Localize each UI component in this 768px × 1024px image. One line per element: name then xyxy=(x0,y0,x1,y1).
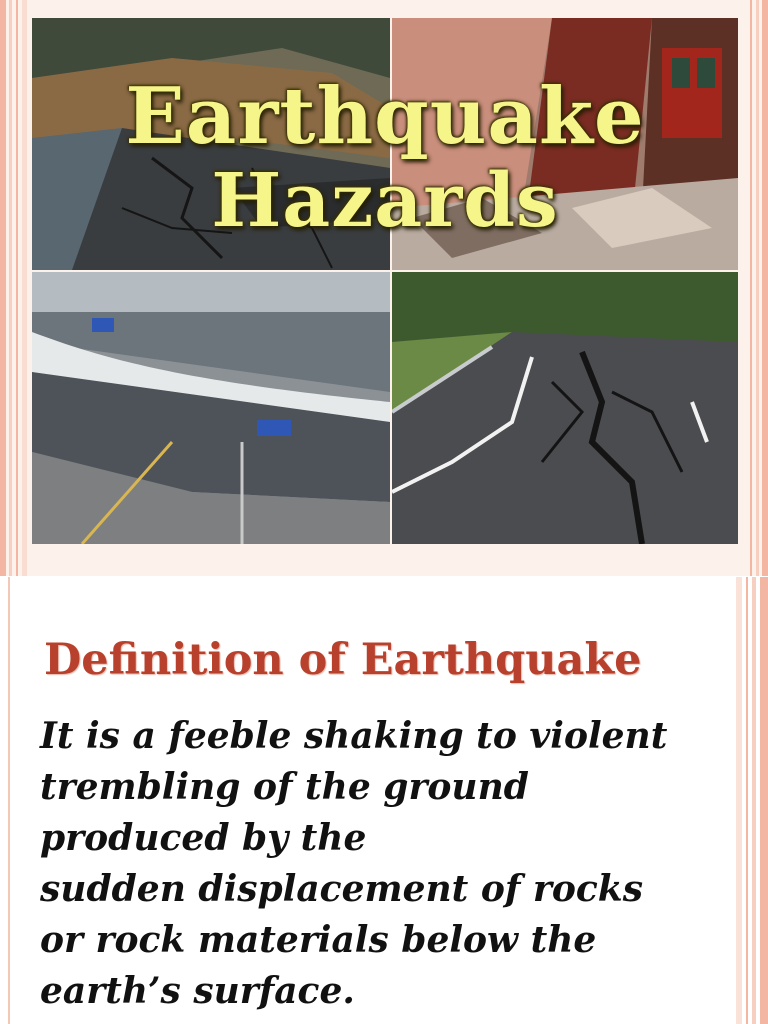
definition-line-4: sudden displacement of rocks xyxy=(40,868,643,910)
definition-line-2: trembling of the ground xyxy=(40,766,529,808)
cracked-highway-photo xyxy=(392,272,738,544)
slide-title xyxy=(32,71,738,244)
tsunami-wave-photo xyxy=(32,272,390,544)
right-decorative-stripes xyxy=(734,577,768,1024)
left-accent-line xyxy=(8,577,10,1024)
title-line-earthquake: Earthquake xyxy=(125,71,645,162)
definition-line-3: produced by the xyxy=(40,817,367,859)
definition-line-5: or rock materials below the xyxy=(40,919,597,961)
title-line-hazards: Hazards xyxy=(211,158,559,244)
definition-line-6: earth’s surface. xyxy=(40,970,355,1012)
definition-slide xyxy=(0,577,768,1024)
definition-line-1: It is a feeble shaking to violent xyxy=(40,715,668,757)
definition-heading: Definition of Earthquake xyxy=(44,635,642,685)
definition-text xyxy=(40,711,730,1017)
